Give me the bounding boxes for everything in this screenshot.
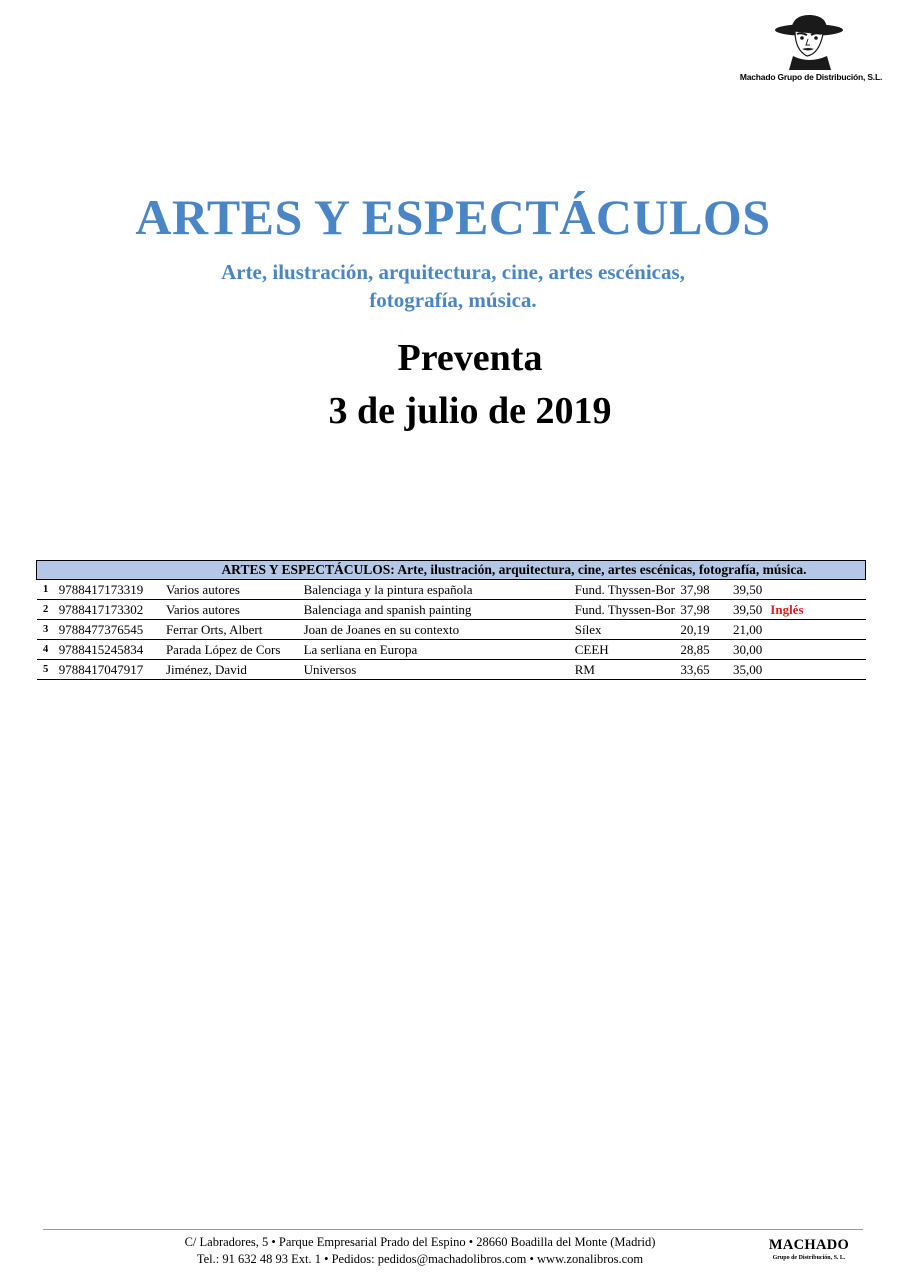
isbn-cell: 9788417173302 xyxy=(55,600,162,620)
note-cell: Inglés xyxy=(766,600,865,620)
logo-text: Machado Grupo de Distribución, S.L. xyxy=(739,72,883,82)
footer-brand-sub: Grupo de Distribución, S. L. xyxy=(772,1255,846,1261)
company-logo xyxy=(736,10,886,96)
table-header-row xyxy=(37,561,866,580)
publisher-cell: Fund. Thyssen-Bor xyxy=(571,580,680,600)
hat-man-logo-icon xyxy=(771,10,851,70)
price-cell: 37,98 xyxy=(680,600,714,620)
note-cell xyxy=(766,620,865,640)
page-subtitle xyxy=(0,258,906,314)
price-vat-cell: 21,00 xyxy=(714,620,767,640)
subtitle-line: Arte, ilustración, arquitectura, cine, artes escénicas, xyxy=(221,260,685,284)
presale-date: 3 de julio de 2019 xyxy=(328,390,612,432)
isbn-cell: 9788477376545 xyxy=(55,620,162,640)
footer-address-block xyxy=(95,1234,745,1268)
publisher-cell: Fund. Thyssen-Bor xyxy=(571,600,680,620)
footer-address: C/ Labradores, 5 • Parque Empresarial Prado del Espino • 28660 Boadilla del Monte (Madrid) xyxy=(184,1235,656,1249)
isbn-cell: 9788415245834 xyxy=(55,640,162,660)
publisher-cell: Sílex xyxy=(571,620,680,640)
title-cell: Joan de Joanes en su contexto xyxy=(300,620,571,640)
row-number: 5 xyxy=(37,660,55,680)
price-cell: 37,98 xyxy=(680,580,714,600)
subtitle-line: fotografía, música. xyxy=(369,288,537,312)
row-number: 3 xyxy=(37,620,55,640)
title-cell: Balenciaga y la pintura española xyxy=(300,580,571,600)
price-vat-cell: 35,00 xyxy=(714,660,767,680)
price-vat-cell: 39,50 xyxy=(714,600,767,620)
isbn-cell: 9788417173319 xyxy=(55,580,162,600)
table-row xyxy=(37,620,866,640)
price-vat-cell: 39,50 xyxy=(714,580,767,600)
footer-brand xyxy=(756,1237,862,1261)
footer-brand-name: MACHADO xyxy=(768,1237,850,1253)
price-vat-cell: 30,00 xyxy=(714,640,767,660)
price-cell: 20,19 xyxy=(680,620,714,640)
footer-divider xyxy=(43,1229,863,1230)
title-cell: Balenciaga and spanish painting xyxy=(300,600,571,620)
presale-heading xyxy=(0,332,906,438)
price-cell: 28,85 xyxy=(680,640,714,660)
catalog-table xyxy=(36,560,866,680)
author-cell: Varios autores xyxy=(162,600,300,620)
row-number: 4 xyxy=(37,640,55,660)
row-number: 1 xyxy=(37,580,55,600)
author-cell: Varios autores xyxy=(162,580,300,600)
price-cell: 33,65 xyxy=(680,660,714,680)
publisher-cell: CEEH xyxy=(571,640,680,660)
note-cell xyxy=(766,660,865,680)
note-cell xyxy=(766,580,865,600)
table-row xyxy=(37,660,866,680)
table-row xyxy=(37,640,866,660)
page-title: ARTES Y ESPECTÁCULOS xyxy=(135,189,771,245)
row-number: 2 xyxy=(37,600,55,620)
author-cell: Ferrar Orts, Albert xyxy=(162,620,300,640)
table-row xyxy=(37,600,866,620)
author-cell: Parada López de Cors xyxy=(162,640,300,660)
footer-contact: Tel.: 91 632 48 93 Ext. 1 • Pedidos: pedidos@machadolibros.com • www.zonalibros.com xyxy=(196,1252,644,1266)
table-header: ARTES Y ESPECTÁCULOS: Arte, ilustración, arquitectura, cine, artes escénicas, fotografía, música. xyxy=(37,561,866,580)
title-cell: La serliana en Europa xyxy=(300,640,571,660)
table-row xyxy=(37,580,866,600)
note-cell xyxy=(766,640,865,660)
isbn-cell: 9788417047917 xyxy=(55,660,162,680)
presale-label: Preventa xyxy=(397,337,543,379)
title-cell: Universos xyxy=(300,660,571,680)
author-cell: Jiménez, David xyxy=(162,660,300,680)
publisher-cell: RM xyxy=(571,660,680,680)
